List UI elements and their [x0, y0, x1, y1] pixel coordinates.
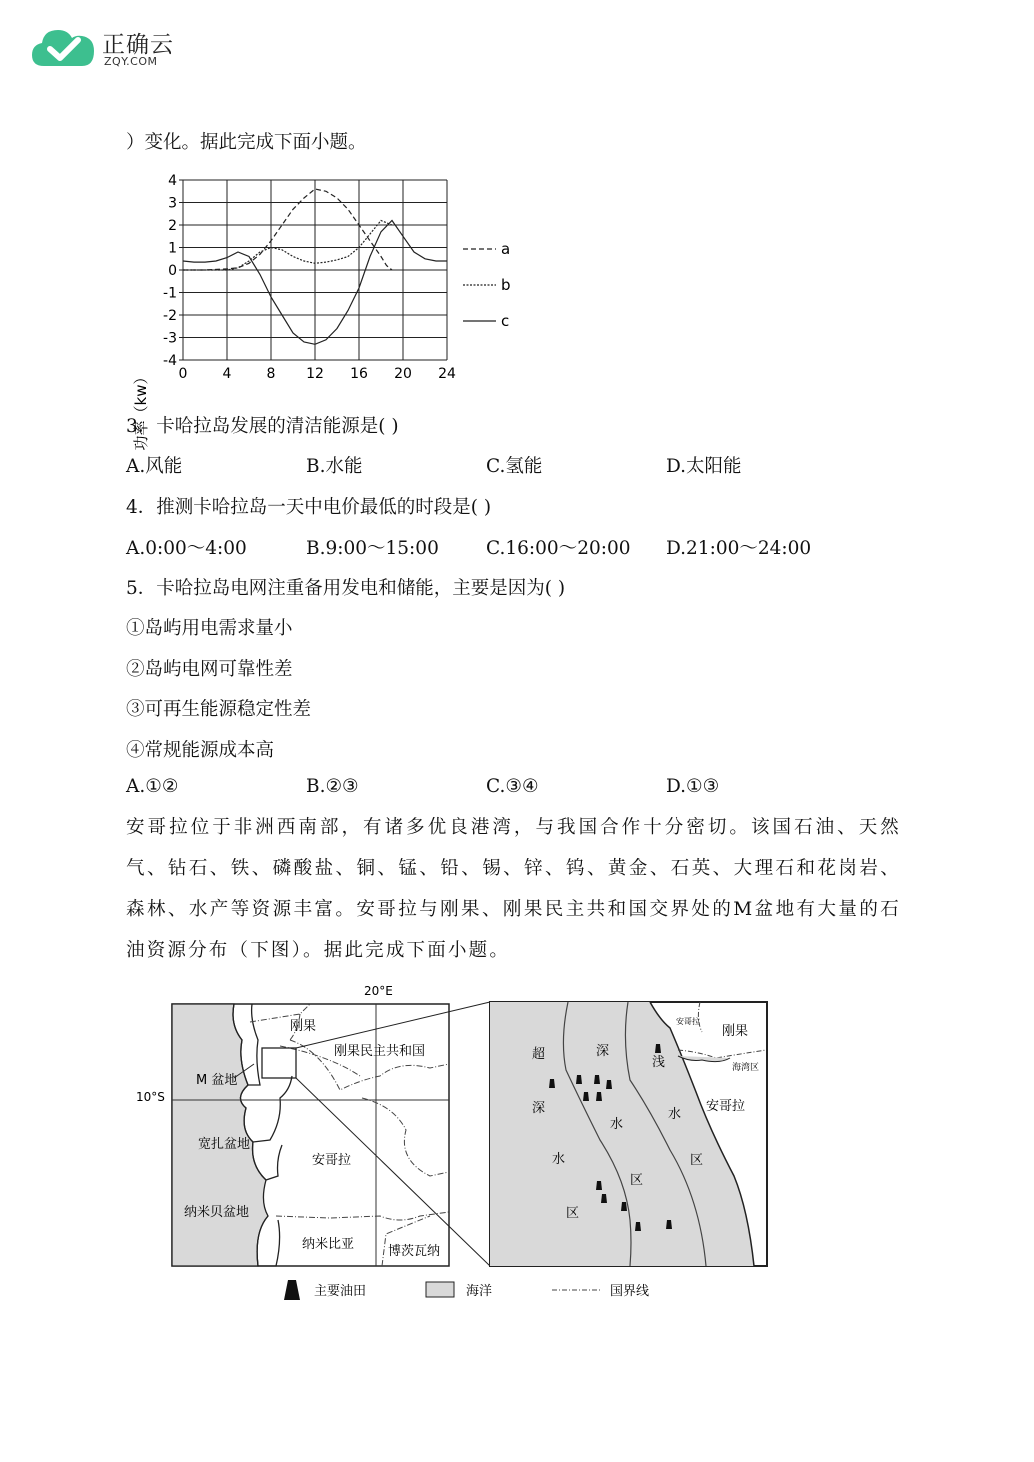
- q5-item-2: ②岛屿电网可靠性差: [126, 659, 293, 680]
- angola-map: [130, 980, 910, 1300]
- lon-label: 20°E: [364, 984, 393, 998]
- q4-stem: 4．推测卡哈拉岛一天中电价最低的时段是( ): [126, 497, 492, 518]
- legend-border: 国界线: [610, 1284, 650, 1299]
- brand-domain: ZQY.COM: [104, 55, 158, 68]
- oilfield-marker: [655, 1044, 661, 1053]
- label-ultra-2: 深: [532, 1101, 546, 1116]
- oilfield-marker: [635, 1222, 641, 1231]
- q4-option-c[interactable]: C.16:00～20:00: [486, 538, 631, 559]
- q5-stem: 5．卡哈拉岛电网注重备用发电和储能，主要是因为( ): [126, 578, 566, 599]
- q3-option-b[interactable]: B.水能: [306, 456, 363, 477]
- q3-option-a[interactable]: A.风能: [126, 456, 183, 477]
- x-tick-label: 12: [306, 366, 324, 382]
- oilfield-marker: [594, 1075, 600, 1084]
- series-line-b: [183, 221, 392, 271]
- y-axis-label: 功率（kw）: [132, 369, 150, 451]
- x-tick-label: 20: [394, 366, 412, 382]
- oilfield-marker: [596, 1181, 602, 1190]
- label-namibe: 纳米贝盆地: [184, 1205, 250, 1220]
- label-kwanza: 宽扎盆地: [198, 1137, 251, 1152]
- y-tick-label: 1: [168, 240, 177, 257]
- q5-option-a[interactable]: A.①②: [126, 776, 179, 797]
- chart-legend: [463, 240, 511, 330]
- q5-option-d[interactable]: D.①③: [666, 776, 720, 797]
- x-tick-label: 4: [222, 366, 232, 382]
- label-ultra-3: 水: [552, 1152, 566, 1167]
- oilfield-marker: [606, 1080, 612, 1089]
- label-ultra-1: 超: [532, 1047, 546, 1062]
- brand-name: 正确云: [102, 32, 174, 58]
- y-tick-label: 3: [168, 195, 177, 212]
- q3-stem: 3．卡哈拉岛发展的清洁能源是( ): [126, 416, 399, 437]
- q3-option-c[interactable]: C.氢能: [486, 456, 543, 477]
- chart-ticks: [163, 173, 456, 382]
- oilfield-marker: [596, 1092, 602, 1101]
- label-bay: 海湾区: [732, 1063, 760, 1073]
- oilfield-marker: [576, 1075, 582, 1084]
- y-tick-label: -4: [163, 353, 177, 369]
- label-botswana: 博茨瓦纳: [388, 1244, 441, 1259]
- oilfield-marker: [666, 1220, 672, 1229]
- label-namibia: 纳米比亚: [302, 1237, 355, 1252]
- q3-option-d[interactable]: D.太阳能: [666, 456, 742, 477]
- label-shallow-1: 浅: [652, 1055, 666, 1070]
- legend-ocean: 海洋: [466, 1284, 493, 1299]
- label-congo: 刚果: [290, 1019, 317, 1034]
- label-angola-left: 安哥拉: [312, 1153, 352, 1168]
- label-ultra-4: 区: [566, 1206, 580, 1221]
- ocean-legend-swatch: [426, 1282, 454, 1297]
- q5-option-c[interactable]: C.③④: [486, 776, 539, 797]
- q4-option-d[interactable]: D.21:00～24:00: [666, 538, 812, 559]
- oilfield-legend-icon: [284, 1280, 300, 1300]
- q5-item-3: ③可再生能源稳定性差: [126, 699, 312, 720]
- x-tick-label: 0: [178, 366, 188, 382]
- label-angola-right: 安哥拉: [706, 1099, 746, 1114]
- q4-option-a[interactable]: A.0:00～4:00: [126, 538, 247, 559]
- y-tick-label: 2: [168, 218, 177, 234]
- x-tick-label: 16: [350, 366, 368, 382]
- label-angola-small: 安哥拉: [676, 1017, 700, 1026]
- q5-option-b[interactable]: B.②③: [306, 776, 359, 797]
- legend-oilfield: 主要油田: [314, 1284, 367, 1299]
- oilfield-marker: [549, 1079, 555, 1088]
- label-m-basin: M 盆地: [196, 1073, 238, 1088]
- intro-text: ）变化。据此完成下面小题。: [126, 132, 367, 153]
- label-shallow-2: 水: [668, 1107, 682, 1122]
- y-tick-label: 4: [168, 173, 177, 189]
- label-deep-1: 深: [596, 1044, 610, 1059]
- q5-item-1: ①岛屿用电需求量小: [126, 618, 293, 639]
- label-shallow-3: 区: [690, 1153, 704, 1168]
- series-line-a: [183, 189, 392, 270]
- legend-label-c: c: [501, 312, 510, 330]
- label-drc: 刚果民主共和国: [334, 1044, 426, 1059]
- label-congo-right: 刚果: [722, 1024, 749, 1039]
- q5-item-4: ④常规能源成本高: [126, 740, 275, 761]
- x-tick-label: 24: [438, 366, 456, 382]
- y-tick-label: -3: [163, 330, 177, 347]
- legend-label-b: b: [501, 276, 511, 294]
- x-tick-label: 8: [266, 366, 276, 382]
- lat-label: 10°S: [136, 1090, 165, 1104]
- passage-text: 安哥拉位于非洲西南部，有诸多优良港湾，与我国合作十分密切。该国石油、天然气、钻石、铁、磷酸盐、铜、锰、铅、锡、锌、钨、黄金、石英、大理石和花岗岩、森林、水产等资源丰富。安哥拉与刚果、刚果民主共和国交界处的M盆地有大量的石油资源分布（下图）。据此完成下面小题。: [126, 817, 901, 961]
- y-tick-label: -1: [163, 285, 177, 302]
- label-deep-2: 水: [610, 1117, 624, 1132]
- legend-label-a: a: [501, 240, 511, 258]
- oilfield-marker: [621, 1202, 627, 1211]
- label-deep-3: 区: [630, 1173, 644, 1188]
- oilfield-marker: [601, 1194, 607, 1203]
- y-tick-label: -2: [163, 308, 177, 324]
- q4-option-b[interactable]: B.9:00～15:00: [306, 538, 439, 559]
- oilfield-marker: [583, 1092, 589, 1101]
- y-tick-label: 0: [168, 263, 177, 279]
